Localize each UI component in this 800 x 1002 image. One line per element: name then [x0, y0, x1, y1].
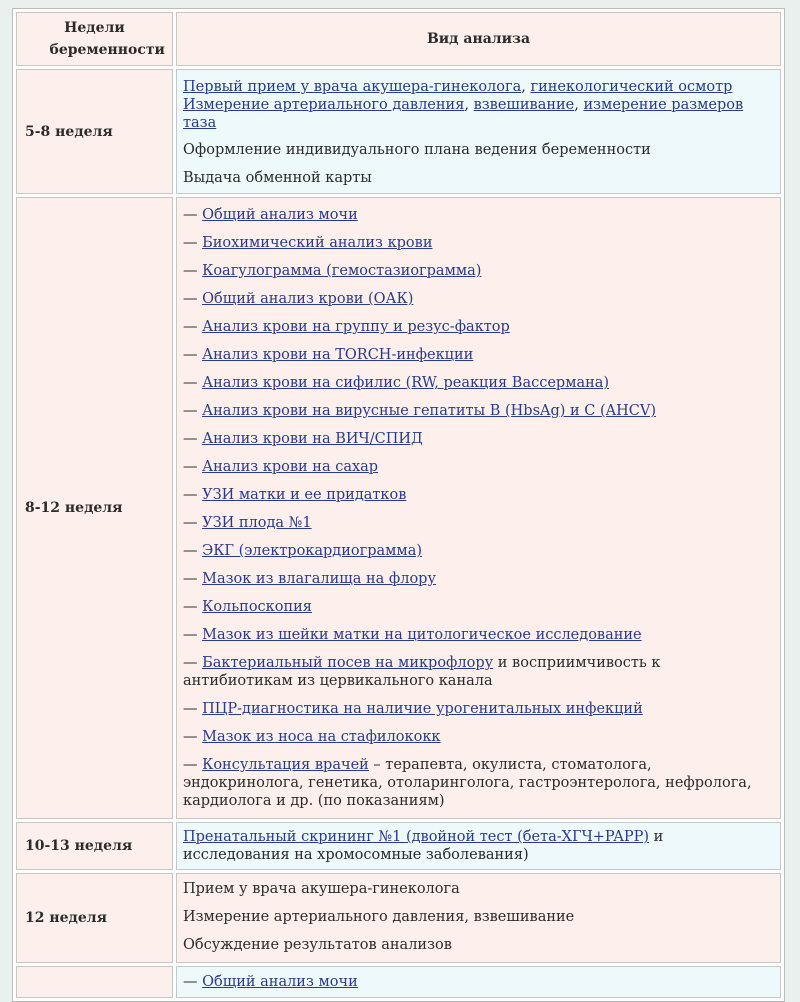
list-item: — Общий анализ мочи — [183, 974, 358, 990]
prenatal-screening-link[interactable]: Пренатальный скрининг №1 (двойной тест (бета-ХГЧ+PAPP) — [183, 829, 649, 845]
bacterial-culture-text: и восприимчивость к антибиотикам из цервикального канала — [183, 655, 661, 689]
separator: , — [464, 97, 474, 113]
pregnancy-analysis-table — [12, 8, 785, 1002]
analysis-link[interactable]: Общий анализ мочи — [202, 207, 358, 223]
first-visit-link[interactable]: Первый прием у врача акушера-гинеколога — [183, 79, 522, 95]
list-item: — Анализ крови на вирусные гепатиты B (HbsAg) и C (AHCV) — [183, 403, 657, 419]
prenatal-screening-text: и исследования на хромосомные заболевания) — [183, 829, 664, 863]
list-item — [183, 78, 772, 96]
table-row — [16, 822, 781, 870]
analysis-cell — [176, 822, 781, 870]
week-cell: 10-13 неделя — [16, 822, 173, 870]
list-item: — Анализ крови на сифилис (RW, реакция Вассермана) — [183, 375, 610, 391]
list-item: — Анализ крови на сахар — [183, 459, 379, 475]
list-item: Обсуждение результатов анализов — [183, 937, 452, 953]
analysis-link[interactable]: Общий анализ крови (ОАК) — [202, 291, 414, 307]
list-item: — Анализ крови на TORCH-инфекции — [183, 347, 474, 363]
separator: , — [574, 97, 584, 113]
analysis-cell — [176, 69, 781, 194]
separator: , — [521, 79, 531, 95]
list-item: — УЗИ матки и ее придатков — [183, 487, 407, 503]
blood-pressure-link[interactable]: Измерение артериального давления — [183, 97, 465, 113]
list-item: Измерение артериального давления, взвешивание — [183, 909, 575, 925]
list-item: — Анализ крови на группу и резус-фактор — [183, 319, 510, 335]
list-item: — Коагулограмма (гемостазиограмма) — [183, 263, 482, 279]
weighing-link[interactable]: взвешивание — [473, 97, 575, 113]
list-item: — Мазок из носа на стафилококк — [183, 729, 441, 745]
analysis-column-header: Вид анализа — [176, 12, 781, 66]
analysis-link[interactable]: Коагулограмма (гемостазиограмма) — [202, 263, 482, 279]
pelvis-measure-link[interactable]: измерение размеров таза — [183, 97, 744, 131]
analysis-link[interactable]: Мазок из шейки матки на цитологическое исследование — [202, 627, 642, 643]
analysis-link[interactable]: Биохимический анализ крови — [202, 235, 433, 251]
week-cell: 12 неделя — [16, 873, 173, 963]
list-item: — УЗИ плода №1 — [183, 515, 312, 531]
table-row — [16, 966, 781, 998]
analysis-link[interactable]: УЗИ матки и ее придатков — [202, 487, 407, 503]
table-row — [16, 197, 781, 819]
analysis-link[interactable]: Анализ крови на TORCH-инфекции — [202, 347, 474, 363]
table-header-row — [16, 12, 781, 66]
list-item: — Анализ крови на ВИЧ/СПИД — [183, 431, 423, 447]
gyn-exam-link[interactable]: гинекологический осмотр — [530, 79, 733, 95]
list-item: Оформление индивидуального плана ведения беременности — [183, 142, 651, 158]
pcr-link[interactable]: ПЦР-диагностика на наличие урогенитальных инфекций — [202, 701, 643, 717]
consultation-link[interactable]: Консультация врачей — [202, 757, 369, 773]
bacterial-culture-link[interactable]: Бактериальный посев на микрофлору — [202, 655, 494, 671]
list-item: Прием у врача акушера-гинеколога — [183, 881, 460, 897]
analysis-link[interactable]: Общий анализ мочи — [202, 974, 358, 990]
analysis-link[interactable]: Анализ крови на ВИЧ/СПИД — [202, 431, 423, 447]
list-item: — Общий анализ мочи — [183, 207, 358, 223]
list-item: — Консультация врачей – терапевта, окулиста, стоматолога, эндокринолога, генетика, отоларинголога, гастроэнтеролога, нефролога, кардиолога и др. (по показаниям) — [183, 757, 752, 809]
list-item: — ПЦР-диагностика на наличие урогенитальных инфекций — [183, 701, 643, 717]
analysis-cell — [176, 197, 781, 819]
week-cell — [16, 966, 173, 998]
list-item: — Биохимический анализ крови — [183, 235, 433, 251]
week-cell: 5-8 неделя — [16, 69, 173, 194]
table-row — [16, 873, 781, 963]
list-item — [183, 96, 772, 132]
week-cell: 8-12 неделя — [16, 197, 173, 819]
list-item: — ЭКГ (электрокардиограмма) — [183, 543, 422, 559]
analysis-link[interactable]: ЭКГ (электрокардиограмма) — [202, 543, 422, 559]
list-item: Выдача обменной карты — [183, 170, 372, 186]
analysis-link[interactable]: Анализ крови на группу и резус-фактор — [202, 319, 510, 335]
analysis-link[interactable]: Мазок из влагалища на флору — [202, 571, 436, 587]
consultation-text: – терапевта, окулиста, стоматолога, эндокринолога, генетика, отоларинголога, гастроэнтеролога, нефролога, кардиолога и др. (по показаниям) — [183, 757, 752, 809]
analysis-cell — [176, 873, 781, 963]
analysis-link[interactable]: УЗИ плода №1 — [202, 515, 312, 531]
analysis-link[interactable]: Анализ крови на сахар — [202, 459, 379, 475]
list-item: — Мазок из влагалища на флору — [183, 571, 436, 587]
nose-swab-link[interactable]: Мазок из носа на стафилококк — [202, 729, 441, 745]
weeks-column-header: Недели беременности — [16, 12, 173, 66]
analysis-cell — [176, 966, 781, 998]
list-item: — Кольпоскопия — [183, 599, 312, 615]
analysis-link[interactable]: Анализ крови на вирусные гепатиты B (HbsAg) и C (AHCV) — [202, 403, 657, 419]
list-item: — Мазок из шейки матки на цитологическое исследование — [183, 627, 642, 643]
list-item: — Бактериальный посев на микрофлору и восприимчивость к антибиотикам из цервикального канала — [183, 655, 661, 689]
list-item: — Общий анализ крови (ОАК) — [183, 291, 414, 307]
analysis-link[interactable]: Кольпоскопия — [202, 599, 312, 615]
analysis-link[interactable]: Анализ крови на сифилис (RW, реакция Вассермана) — [202, 375, 610, 391]
table-row — [16, 69, 781, 194]
